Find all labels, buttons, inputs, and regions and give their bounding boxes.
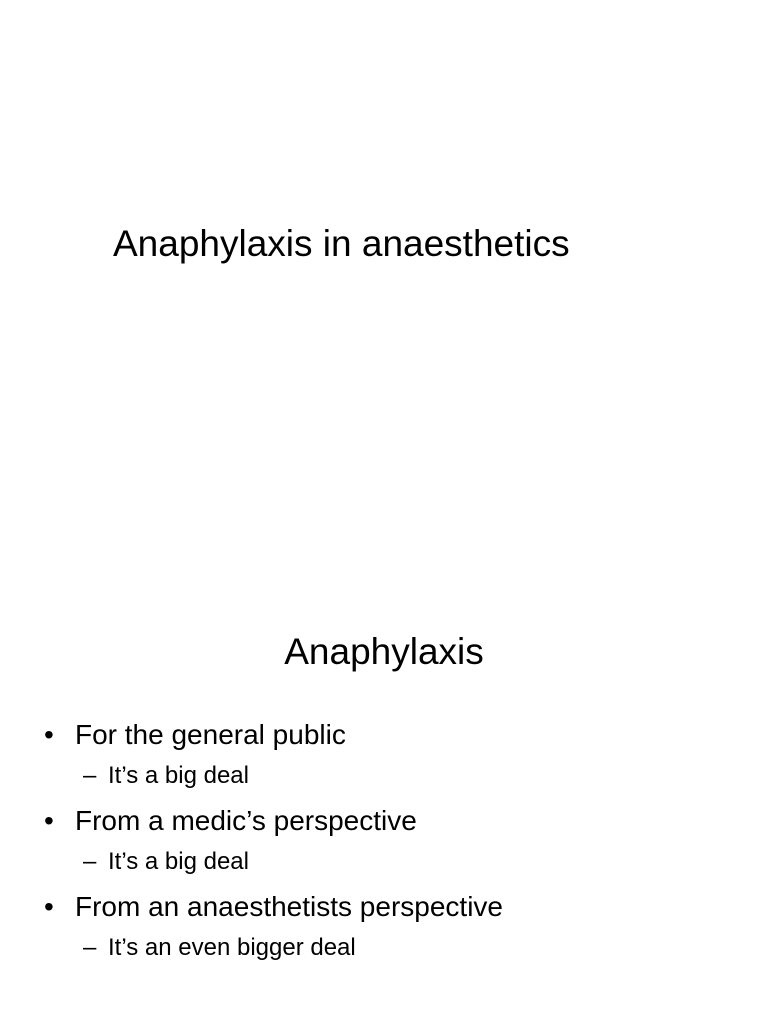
- sub-marker: –: [83, 762, 97, 789]
- list-item: [44, 718, 503, 791]
- sub-point: [44, 847, 503, 877]
- bullet-text: From an anaesthetists perspective: [75, 891, 503, 922]
- slide-1-title: Anaphylaxis in anaesthetics: [113, 223, 570, 264]
- bullet-point: [44, 890, 503, 924]
- sub-marker: –: [83, 848, 97, 875]
- sub-text: It’s a big deal: [108, 762, 249, 789]
- slide-2: [0, 512, 768, 1024]
- slide-2-title: Anaphylaxis: [284, 631, 484, 672]
- sub-marker: –: [83, 934, 97, 961]
- bullet-text: For the general public: [75, 719, 346, 750]
- list-item: [44, 890, 503, 963]
- bullet-point: [44, 718, 503, 752]
- bullet-point: [44, 804, 503, 838]
- list-item: [44, 804, 503, 877]
- sub-text: It’s a big deal: [108, 848, 249, 875]
- bullet-text: From a medic’s perspective: [75, 805, 417, 836]
- bullet-marker: •: [44, 719, 54, 750]
- sub-point: [44, 761, 503, 791]
- bullet-marker: •: [44, 891, 54, 922]
- sub-text: It’s an even bigger deal: [108, 934, 356, 961]
- bullet-list: [44, 718, 503, 976]
- bullet-marker: •: [44, 805, 54, 836]
- sub-point: [44, 933, 503, 963]
